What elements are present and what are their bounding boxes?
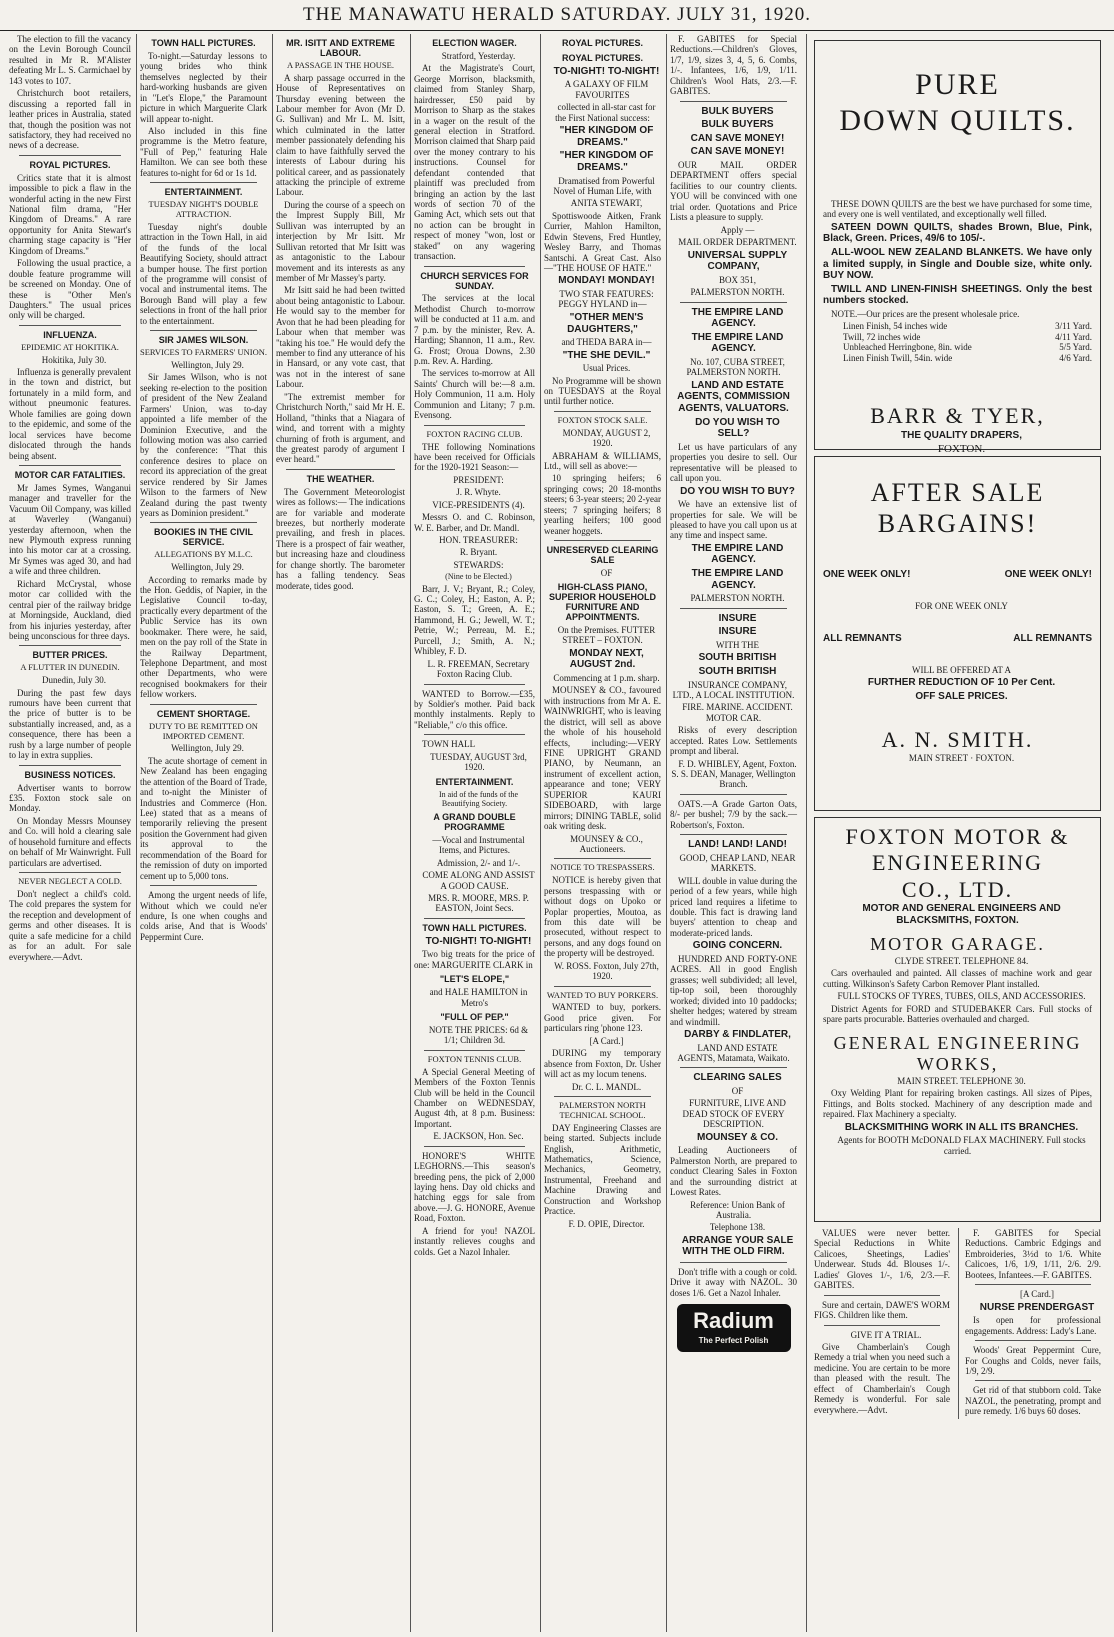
ad-line: Commencing at 1 p.m. sharp.: [553, 672, 660, 683]
nomination-note: (Nine to be Elected.): [445, 572, 512, 582]
ad-line: MOUNSEY & CO.: [697, 1131, 778, 1143]
price-row: [843, 353, 1092, 363]
divider: [286, 469, 395, 470]
article-paragraph: Richard McCrystal, whose motor car collided with the central pier of the railway bridge at Morningside, Auckland, died from his injuries yesterday, after being unconscious for three days.: [9, 578, 131, 641]
ad-line: Don't trifle with a cough or cold. Drive it away with NAZOL. 30 doses 1/6. Get a Nazol Inhaler.: [670, 1267, 797, 1298]
ad-line: Woods' Great Peppermint Cure, For Coughs and Colds, never fails, 1/9, 2/9.: [965, 1345, 1101, 1376]
dateline: Hokitika, July 30.: [41, 354, 107, 365]
article-paragraph: Influenza is generally prevalent in the town and district, but fortunately in a mild form, and without pneumonic features. Whole families are going down to the epidemic, and some of the local services have become dislocated through the hands being absent.: [9, 367, 131, 461]
ad-line: NURSE PRENDERGAST: [979, 1301, 1095, 1313]
ad-line: ARRANGE YOUR SALE WITH THE OLD FIRM.: [681, 1234, 794, 1258]
ad-line: ALL REMNANTS: [1013, 633, 1092, 645]
ad-line: THESE DOWN QUILTS are the best we have purchased for some time, and every one is well ventilated, and exceptionally well filled.: [823, 199, 1092, 220]
article-paragraph: During the past few days rumours have been current that the price of butter is to be substantially increased, and, as a consequence, there has been a rush by a large number of people to lay in extra supplies.: [9, 687, 131, 761]
divider: [424, 734, 525, 735]
article-paragraph: THE following Nominations have been received for Officials for the 1920-1921 Season:—: [414, 441, 535, 473]
ad-line: F. GABITES for Special Reductions.—Children's Gloves, 1/7, 1/9, sizes 3, 4, 5, 6. Combs, 1/-. Infantees, 1/6, 1/9, 1/11. Children's Wool Hats, 2/3.—F. GABITES.: [670, 34, 797, 97]
ad-line: MAIN STREET. TELEPHONE 30.: [897, 1075, 1026, 1086]
price-row: [843, 321, 1092, 331]
signature: F. D. WHIBLEY, Agent, Foxton. S. S. DEAN, Manager, Wellington Branch.: [671, 758, 797, 790]
ad-line: Get rid of that stubborn cold. Take NAZOL, the penetrating, prompt and pure remedy. 1/6 buys 60 doses.: [965, 1385, 1101, 1417]
subheadline: EPIDEMIC AT HOKITIKA.: [21, 341, 119, 352]
ad-foxton-motor: [814, 817, 1101, 1222]
ad-line: ONE WEEK ONLY!: [1004, 569, 1092, 581]
ad-line: PALMERSTON NORTH.: [690, 593, 785, 604]
headline-bookies: BOOKIES IN THE CIVIL SERVICE.: [153, 527, 253, 548]
ad-line: FOR ONE WEEK ONLY: [915, 600, 1008, 611]
ad-line: A Special General Meeting of Members of the Foxton Tennis Club will be held in the Council Chamber on WEDNESDAY, August 4th, at 8 p.m. Business: Important.: [414, 1066, 535, 1129]
headline-never-neglect: NEVER NEGLECT A COLD.: [18, 876, 122, 887]
divider: [554, 1096, 651, 1097]
divider: [680, 1067, 787, 1068]
ad-line: Leading Auctioneers of Palmerston North, are prepared to conduct Clearing Sales in Foxton and the surrounding district at Lowest Rates.: [670, 1145, 797, 1198]
ad-line: and HALE HAMILTON in Metro's: [429, 987, 528, 1008]
dateline: Stratford, Yesterday.: [441, 50, 516, 61]
ad-title: CO., LTD.: [901, 876, 1014, 902]
divider: [19, 645, 121, 646]
signature: MRS. R. MOORE, MRS. P. EASTON, Joint Secs.: [428, 893, 529, 914]
ad-line: Cars overhauled and painted. All classes of machine work and gear cutting. Wilkinson's Safety Carbon Remover Plant installed.: [823, 968, 1092, 989]
ad-line: TWO STAR FEATURES: PEGGY HYLAND in—: [558, 289, 654, 310]
column-2: [136, 34, 270, 1632]
ad-line: FOXTON.: [937, 443, 986, 456]
article-paragraph: Critics state that it is almost impossible to pick a flaw in the wonderful acting in the new First National film drama, "Her Kingdom of Dreams." A rare opportunity for Anita Stewart's charming stage capacity is "Her Kingdom of Dreams.": [9, 172, 131, 256]
ad-line: Usual Prices.: [582, 363, 631, 374]
ad-line: In aid of the funds of the Beautifying Society.: [438, 789, 519, 808]
ad-subtitle: MOTOR GARAGE.: [870, 934, 1045, 955]
divider: [680, 834, 787, 835]
divider: [554, 411, 651, 412]
ad-line: GOOD, CHEAP LAND, NEAR MARKETS.: [679, 852, 796, 874]
ad-heading: HIGH-CLASS PIANO, SUPERIOR HOUSEHOLD FURNITURE AND APPOINTMENTS.: [548, 582, 656, 622]
ad-subtitle: WORKS,: [916, 1054, 999, 1075]
signature: L. R. FREEMAN, Secretary Foxton Racing Club.: [427, 658, 530, 680]
ad-line: CAN SAVE MONEY!: [690, 146, 785, 158]
ad-line: We have an extensive list of properties for sale. We will be pleased to have you call upon us at any time and inspect same.: [670, 499, 797, 541]
nomination: J. R. Whyte.: [456, 487, 501, 498]
ad-advertiser: A. N. SMITH.: [881, 726, 1034, 752]
ad-line: TUESDAY, AUGUST 3rd, 1920.: [430, 751, 527, 773]
ad-line: OFF SALE PRICES.: [915, 691, 1008, 703]
price-value: 4/6 Yard.: [1059, 352, 1092, 363]
headline-election-wager: ELECTION WAGER.: [432, 38, 517, 48]
nomination-heading: PRESIDENT:: [453, 474, 504, 485]
ad-line: THE EMPIRE LAND AGENCY.: [691, 331, 784, 355]
price-item: Twill, 72 inches wide: [843, 331, 921, 342]
divider: [19, 325, 121, 326]
article-paragraph: At the Magistrate's Court, George Morrison, blacksmith, claimed from Stanley Sharp, hairdresser, £50 paid by Morrison to Sharp as the stakes in a wager on the result of the general election in Stratford. Morrison claimed that Sharp paid over the money contrary to his instructions. Counsel for defendant contended that plaintiff was precluded from bringing an action by the last words of section 70 of the Gaming Act, which sets out that no action can be brought in respect of money "won, lost or staked" on any wagering transaction.: [414, 63, 535, 262]
ad-line: Reference: Union Bank of Australia.: [690, 1199, 785, 1220]
price-value: 3/11 Yard.: [1055, 321, 1092, 332]
ad-line: SOUTH BRITISH: [698, 665, 777, 677]
ad-line: MONDAY! MONDAY!: [558, 275, 655, 287]
ad-line: LAND! LAND! LAND!: [688, 839, 787, 851]
ad-title: FOXTON MOTOR &: [845, 824, 1070, 849]
column-5: [540, 34, 664, 1632]
ad-heading: NOTICE TO TRESPASSERS.: [550, 862, 655, 873]
divider: [150, 885, 257, 886]
bottom-ads-left: [814, 1228, 950, 1419]
ad-line: FIRE. MARINE. ACCIDENT. MOTOR CAR.: [682, 702, 793, 723]
price-value: 5/5 Yard.: [1059, 342, 1092, 353]
ad-heading: ENTERTAINMENT.: [435, 776, 514, 787]
ad-title: PURE: [915, 68, 1000, 101]
ad-line: BULK BUYERS: [701, 105, 774, 117]
ad-line: MOTOR AND GENERAL ENGINEERS AND BLACKSMITHS, FOXTON.: [862, 903, 1061, 926]
article-paragraph: The services to-morrow at All Saints' Church will be:—8 a.m. Holy Communion, 11 a.m. Holy Communion and Litany; 7 p.m. Evensong.: [414, 368, 535, 421]
ad-heading: ROYAL PICTURES.: [561, 38, 644, 48]
classified: HONORE'S WHITE LEGHORNS.—This season's breeding pens, the pick of 2,000 laying hens. Day old chicks and hatching eggs for sale from above.—J. G. HONORE, Avenue Road, Foxton.: [414, 1150, 535, 1224]
article-paragraph: The Government Meteorologist wires as follows:— The indications are for variable and moderate breezes, but northerly moderate prevailing, and fresh in places. There is a prospect of fair weather, but increasing haze and cloudiness for change shortly. The barometer has a falling tendency. Seas moderate, tides good.: [276, 486, 405, 591]
dateline: Dunedin, July 30.: [42, 675, 106, 686]
subheadline: A FLUTTER IN DUNEDIN.: [20, 662, 120, 673]
ad-line: SOUTH BRITISH: [698, 652, 777, 664]
ad-line: On the Premises. FUTTER STREET – FOXTON.: [557, 624, 656, 646]
ad-line: "THE SHE DEVIL.": [562, 349, 651, 361]
signature: E. JACKSON, Hon. Sec.: [433, 1131, 524, 1142]
ad-heading: UNRESERVED CLEARING SALE: [546, 545, 659, 565]
dateline: Wellington, July 29.: [171, 743, 244, 754]
ad-line: LAND AND ESTATE AGENTS, Matamata, Waikato.: [677, 1042, 790, 1063]
ad-line: "HER KINGDOM OF DREAMS.": [559, 150, 654, 173]
dateline: Wellington, July 29.: [171, 359, 244, 370]
ad-line: Apply —: [720, 224, 755, 235]
headline-weather: THE WEATHER.: [306, 473, 375, 484]
price-item: Linen Finish, 54 inches wide: [843, 321, 948, 332]
subheadline: SERVICES TO FARMERS' UNION.: [140, 347, 267, 358]
ad-line: TO-NIGHT! TO-NIGHT!: [425, 935, 532, 947]
ad-line: Give Chamberlain's Cough Remedy a trial when you need such a medicine. You are certain to be more than pleased with the result. The effect of Chamberlain's Cough Remedy is wonderful. For sale everywhere.—Advt.: [814, 1341, 950, 1415]
article-paragraph: "The extremist member for Christchurch North," said Mr H. E. Holland, "thinks that a Niagara of wind, and torrent with a mighty churning of froth is argument, and the greatest parody of argument I ever heard.": [276, 391, 405, 465]
ad-after-sale: [814, 456, 1101, 811]
divider: [554, 858, 651, 859]
ad-line: ABRAHAM & WILLIAMS, Ltd., will sell as above:—: [544, 450, 661, 472]
ad-line: collected in all-star cast for the First National success:: [555, 102, 656, 123]
ad-line: DURING my temporary absence from Foxton, Dr. Usher will act as my locum tenens.: [544, 1048, 661, 1080]
divider: [150, 182, 257, 183]
ad-line: No. 107, CUBA STREET, PALMERSTON NORTH.: [686, 356, 785, 378]
divider: [680, 101, 787, 102]
ad-line: ONE WEEK ONLY!: [823, 569, 911, 581]
ad-heading: A GRAND DOUBLE PROGRAMME: [433, 812, 516, 832]
divider: [680, 794, 787, 795]
ad-line: BLACKSMITHING WORK IN ALL ITS BRANCHES.: [844, 1121, 1079, 1133]
divider: [824, 1325, 940, 1326]
divider: [150, 704, 257, 705]
subheadline: DUTY TO BE REMITTED ON IMPORTED CEMENT.: [149, 720, 258, 741]
ad-line: OUR MAIL ORDER DEPARTMENT offers special facilities to our country clients. YOU will be convinced with one trial order. Quotations and Price Lists a pleasure to supply.: [670, 160, 797, 223]
headline-royal-pictures: ROYAL PICTURES.: [29, 159, 111, 170]
ad-heading: TOWN HALL PICTURES.: [422, 922, 527, 933]
divider: [680, 1262, 787, 1263]
divider: [424, 266, 525, 267]
ad-heading: ROYAL PICTURES.: [561, 52, 644, 63]
subheadline: ALLEGATIONS BY M.L.C.: [154, 549, 253, 560]
divider: [680, 608, 787, 609]
ad-heading: WANTED TO BUY PORKERS.: [546, 989, 659, 1000]
ad-line: DO YOU WISH TO BUY?: [680, 485, 795, 497]
ad-line: —Vocal and Instrumental Items, and Pictures.: [432, 834, 525, 856]
divider: [424, 1146, 525, 1147]
ad-line: NOTE THE PRICES: 6d & 1/1; Children 3d.: [428, 1024, 529, 1046]
ad-line: OF: [600, 567, 613, 578]
divider: [824, 1295, 940, 1296]
headline-entertainment: ENTERTAINMENT.: [164, 187, 243, 198]
article-paragraph: Mr James Symes, Wanganui manager and traveller for the Vacuum Oil Company, was killed at Waverley (Wanganui) yesterday afternoon, when the new Plymouth express running into his motor car at a crossing. Mr Symes was aged 30, and had a wife and three children.: [9, 482, 131, 577]
article-paragraph: Among the urgent needs of life, Without which we could ne'er endure, Is one when coughs and colds arise, And that is Woods' Peppermint Cure.: [140, 890, 267, 942]
classified: WANTED to Borrow.—£35, by Soldier's mother. Paid back monthly instalments. Reply to "Reliable," c/o this office.: [414, 688, 535, 730]
ad-title: DOWN QUILTS.: [839, 104, 1076, 137]
ad-line: NOTICE is hereby given that persons trespassing with or without dogs on Upoko or Poplar properties, Moutoa, as from this date will be prosecuted, without respect to persons, and any dogs found on the property will be destroyed.: [544, 875, 661, 959]
ad-line: GIVE IT A TRIAL.: [850, 1329, 922, 1340]
ad-line: BOX 351,: [718, 274, 756, 285]
ad-title: AFTER SALE: [870, 478, 1045, 507]
ad-line: ANITA STEWART,: [570, 198, 643, 209]
article-paragraph: To-night.—Saturday lessons to young brides who think themselves neglected by their hard-working husbands are given in "Let's Elope," the Paramount picture in which Marguerite Clark will appear to-night.: [140, 50, 267, 124]
ad-down-quilts: [814, 40, 1101, 456]
headline-influenza: INFLUENZA.: [43, 329, 97, 340]
divider: [424, 1050, 525, 1051]
ad-line: "OTHER MEN'S DAUGHTERS,": [567, 311, 644, 335]
radium-polish-logo: [677, 1304, 791, 1352]
divider: [975, 1284, 1091, 1285]
price-row: [843, 332, 1092, 342]
divider: [150, 330, 257, 331]
ad-line: LAND AND ESTATE AGENTS, COMMISSION AGENTS, VALUATORS.: [677, 379, 790, 414]
ad-title: ENGINEERING: [871, 850, 1044, 876]
ad-heading: PALMERSTON NORTH TECHNICAL SCHOOL.: [559, 1099, 646, 1120]
ad-line: District Agents for FORD and STUDEBAKER Cars. Full stocks of spare parts procurable. Batteries overhauled and charged.: [823, 1003, 1092, 1025]
ad-title: BARGAINS!: [877, 509, 1038, 539]
ad-line: Two big treats for the price of one: MARGUERITE CLARK in: [414, 949, 535, 970]
headline-isitt: MR. ISITT AND EXTREME LABOUR.: [286, 38, 395, 58]
nomination-heading: STEWARDS:: [453, 559, 504, 570]
ad-line: THE QUALITY DRAPERS,: [901, 429, 1022, 441]
nomination: R. Bryant.: [459, 547, 498, 558]
ad-line: SATEEN DOWN QUILTS, shades Brown, Blue, Pink, Black, Green. Prices, 49/6 to 105/-.: [823, 221, 1092, 245]
ad-line: Dramatised from Powerful Novel of Human Life, with: [553, 175, 655, 196]
price-item: Linen Finish Twill, 54in. wide: [843, 352, 953, 363]
nomination-heading: HON. TREASURER:: [439, 535, 518, 546]
signature: W. ROSS. Foxton, July 27th, 1920.: [554, 960, 659, 982]
ad-line: "HER KINGDOM OF DREAMS.": [559, 125, 654, 148]
price-list: [843, 321, 1092, 363]
headline-racing-club: FOXTON RACING CLUB.: [426, 428, 523, 439]
headline-church-services: CHURCH SERVICES FOR SUNDAY.: [420, 270, 529, 291]
ad-heading: "FULL OF PEP.": [440, 1012, 509, 1022]
ad-line: CLYDE STREET. TELEPHONE 84.: [894, 955, 1029, 966]
column-3: [272, 34, 408, 1632]
column-4: [410, 34, 538, 1632]
article-paragraph: A sharp passage occurred in the House of Representatives on Thursday evening between the Labour member for Avon (Mr D. G. Sullivan) and Mr L. M. Isitt, which culminated in the latter member passionately defending his claim to have faithfully served the interests of Labour during his political career, and as passionately attacking the principle of extreme Labour.: [276, 72, 405, 198]
ad-line: 10 springing heifers; 6 springing cows; 20 18-months steers; 6 3-year steers; 20 2-year steers; 7 springing heifers; 8 yearling heifers; 100 good weaner hoggets.: [544, 473, 661, 536]
headline-motor-fatalities: MOTOR CAR FATALITIES.: [14, 469, 126, 480]
divider: [554, 986, 651, 987]
article-paragraph: Don't neglect a child's cold. The cold prepares the system for the reception and development of germs and other diseases. It is quite a safe medicine for a child as for an adult. For sale everywhere.—Advt.: [9, 888, 131, 962]
ad-line: WITH THE: [715, 639, 760, 650]
divider: [554, 540, 651, 541]
divider: [975, 1340, 1091, 1341]
ad-heading: "LET'S ELOPE,": [439, 974, 510, 985]
ad-line: THE EMPIRE LAND AGENCY.: [691, 568, 784, 591]
ad-line: Sure and certain, DAWE'S WORM FIGS. Children like them.: [814, 1299, 950, 1321]
article-paragraph: On Monday Messrs Mounsey and Co. will hold a clearing sale of household furniture and effects on behalf of Mr Wainwright. Full particulars are advertised.: [9, 815, 131, 868]
ad-line: DO YOU WISH TO SELL?: [695, 416, 780, 440]
nomination-heading: VICE-PRESIDENTS (4).: [432, 499, 525, 510]
ad-line: Let us have particulars of any properties you desire to sell. Our representative will be pleased to call upon you.: [670, 441, 797, 484]
ad-line: ALL REMNANTS: [823, 633, 902, 645]
nomination: Messrs O. and C. Robinson, W. E. Barber, and Dr. Mandl.: [414, 512, 535, 533]
divider: [424, 918, 525, 919]
ad-line: MONDAY NEXT, AUGUST 2nd.: [569, 647, 644, 671]
radium-wordmark: Radium: [693, 1308, 774, 1334]
ad-subtitle: GENERAL ENGINEERING: [833, 1032, 1082, 1053]
article-paragraph: Mr Isitt said he had been twitted about being antagonistic to Labour. He would say to the member for Avon that he had been pleading for Labour when that member was "taking his toe." He would defy the member to find any utterance of his in Hansard, or any vote cast, that was not in the interest of sane Labour.: [276, 285, 405, 390]
ad-line: No Programme will be shown on TUESDAYS at the Royal until further notice.: [544, 375, 661, 407]
article-paragraph: Following the usual practice, a double feature programme will be screened on Monday. One of these is "Other Men's Daughters." The usual prices only will be charged.: [9, 258, 131, 321]
ad-line: MAIL ORDER DEPARTMENT.: [678, 237, 797, 248]
divider: [150, 522, 257, 523]
subheadline: TUESDAY NIGHT'S DOUBLE ATTRACTION.: [148, 199, 259, 219]
ad-row: [823, 633, 1092, 645]
ad-line: TO-NIGHT! TO-NIGHT!: [553, 65, 660, 77]
divider: [424, 684, 525, 685]
ad-line: FURNITURE, LIVE AND DEAD STOCK OF EVERY DESCRIPTION.: [682, 1098, 786, 1130]
price-row: [843, 342, 1092, 352]
bottom-ads: [814, 1228, 1101, 1419]
ad-line: MAIN STREET · FOXTON.: [908, 753, 1015, 764]
ad-line: THE EMPIRE LAND AGENCY.: [691, 306, 784, 330]
column-7: [806, 34, 1108, 1632]
ad-line: OATS.—A Grade Garton Oats, 8/- per bushel; 7/9 by the sack.—Robertson's, Foxton.: [670, 798, 797, 830]
subheadline: A PASSAGE IN THE HOUSE.: [287, 59, 394, 70]
ad-line: OF: [731, 1086, 744, 1096]
ad-line: FULL STOCKS OF TYRES, TUBES, OILS, AND ACCESSORIES.: [837, 991, 1086, 1002]
ad-heading: FOXTON STOCK SALE.: [557, 414, 648, 425]
article-paragraph: The services at the local Methodist Church to-morrow will be conducted at 11 a.m. and 7 p.m. by the minister, Rev. A. Harding; Shannon, 11 a.m., Rev. G. Frost; Oroua Downs, 2.30 p.m. Rev. A. Harding.: [414, 293, 535, 367]
dateline: Wellington, July 29.: [171, 562, 244, 573]
ad-line: [A Card.]: [589, 1035, 624, 1046]
ad-line: and THEDA BARA in—: [561, 337, 652, 348]
ad-line: Admission, 2/- and 1/-.: [436, 857, 521, 868]
ad-line: INSURANCE COMPANY, LTD., A LOCAL INSTITUTION.: [672, 679, 795, 700]
headline-butter-prices: BUTTER PRICES.: [32, 650, 108, 661]
ad-line: NOTE.—Our prices are the present wholesale price.: [831, 309, 1020, 320]
ad-heading: FOXTON TENNIS CLUB.: [427, 1053, 522, 1064]
article-paragraph: Christchurch boot retailers, discussing a reported fall in leather prices in Australia, stated that, though the position was not satisfactory, they had received no news of a decrease.: [9, 88, 131, 151]
ad-line: TWILL AND LINEN-FINISH SHEETINGS. Only the best numbers stocked.: [823, 283, 1092, 307]
ad-line: UNIVERSAL SUPPLY COMPANY,: [687, 249, 788, 273]
ad-row: [823, 569, 1092, 581]
ad-line: PALMERSTON NORTH.: [690, 287, 785, 298]
nomination: Barr, J. V.; Bryant, R.; Coley, G. C.; Coley, H.; Easton, A. P.; Easton, S. T.; Green, A. E.; Hammond, H. G.; Jewell, W. T.; Petrie, W.; Perreau, M. E.; Purcell, J.; Smith, A. N.; Whibley, F. D.: [414, 583, 535, 657]
ad-line: DAY Engineering Classes are being started. Subjects include English, Arithmetic, Mathematics, Science, Mechanics, Geometry, Instrumental, Freehand and Machine Drawing and Construction and Workshop Practice.: [544, 1122, 661, 1217]
ad-line: Telephone 138.: [709, 1222, 766, 1233]
ad-line: WILL BE OFFERED AT A: [911, 665, 1011, 675]
column-1: [6, 34, 134, 1632]
article-paragraph: During the course of a speech on the Imprest Supply Bill, Mr Sullivan was interrupted by an interjection by Mr Isitt. Mr Sullivan retorted that Mr Isitt was as antagonistic to the Labour movement and its interests as any member of Mr Massey's party.: [276, 199, 405, 283]
divider: [19, 155, 121, 156]
ad-line: VALUES were never better. Special Reductions in White Calicoes, Sheetings, Ladies' Underwear. Studs 4d. Blouses 1/-. Ladies' Gloves 1/-, 1/6, 2/3.—F. GABITES.: [814, 1228, 950, 1291]
column-6: [666, 34, 800, 1632]
ad-line: BULK BUYERS: [701, 119, 774, 131]
signature: Dr. C. L. MANDL.: [571, 1081, 642, 1092]
ad-line: CLEARING SALES: [693, 1072, 782, 1084]
ad-line: MOUNSEY & CO., favoured with instructions from Mr A. E. WAINWRIGHT, who is leaving the district, will sell as above the whole of his household effects, including:—VERY FINE UPRIGHT GRAND PIANO, by Neumann, an instrument of excellent action, appearance and tone; VERY SUPERIOR KAURI SIDEBOARD, with large mirrors; DINING TABLE, solid oak writing desk.: [544, 685, 661, 832]
signature: F. D. OPIE, Director.: [568, 1218, 645, 1229]
ad-line: DARBY & FINDLATER,: [684, 1028, 791, 1040]
divider: [424, 425, 525, 426]
divider: [19, 765, 121, 766]
ad-line: Risks of every description accepted. Rates Low. Settlements prompt and liberal.: [670, 725, 797, 757]
divider: [19, 872, 121, 873]
ad-line: Spottiswoode Aitken, Frank Currier, Mahlon Hamilton, Edwin Stevens, Fred Huntley, Wesley Barry, and Thomas Santschi. A Great Cast. Also—"THE HOUSE OF HATE.": [544, 210, 661, 273]
ad-line: HUNDRED AND FORTY-ONE ACRES. All in good English grasses; well subdivided; all level, tip-top soil, been thoroughly worked; divided into 10 paddocks; shelter hedges; watered by stream and windmill.: [670, 953, 797, 1027]
headline-business-notices: BUSINESS NOTICES.: [24, 769, 116, 780]
classified: A friend for you! NAZOL instantly relieves coughs and colds. Get a Nazol Inhaler.: [414, 1225, 535, 1257]
divider: [975, 1380, 1091, 1381]
ad-line: WANTED to buy, porkers. Good price given. For particulars ring 'phone 123.: [544, 1002, 661, 1034]
price-value: 4/11 Yard.: [1055, 331, 1092, 342]
radium-tagline: The Perfect Polish: [698, 1336, 769, 1346]
ad-line: MONDAY, AUGUST 2, 1920.: [562, 427, 651, 449]
ad-line: WILL double in value during the period of a few years, while high priced land requires a lifetime to double. This fact is drawing land buyers' attention to cheap and moderate-priced lands.: [670, 875, 797, 938]
article-paragraph: Also included in this fine programme is the Metro feature, "Full of Pep," featuring Hale Hamilton. We can see both these features to-night for 6d or 1s 1d.: [140, 125, 267, 178]
divider: [680, 302, 787, 303]
article-paragraph: Sir James Wilson, who is not seeking re-election to the position of president of the New Zealand Farmers' Union, was to-day appointed a life member of the Dominion Executive, and the following motion was also carried by the conference: "That this conference desires to place on record its appreciation of the great service rendered by Sir James Wilson to the farmers of New Zealand during the past twenty years as Dominion president.": [140, 372, 267, 518]
ad-line: TOWN HALL: [422, 739, 476, 750]
ad-line: ALL-WOOL NEW ZEALAND BLANKETS. We have only a limited supply, in Single and Double size, white only. BUY NOW.: [823, 247, 1092, 282]
headline-cement-shortage: CEMENT SHORTAGE.: [156, 708, 251, 719]
headline-town-hall-pictures: TOWN HALL PICTURES.: [151, 38, 256, 48]
ad-advertiser: BARR & TYER,: [870, 403, 1045, 429]
divider: [19, 465, 121, 466]
masthead: THE MANAWATU HERALD SATURDAY. JULY 31, 1920.: [0, 0, 1114, 31]
ad-line: F. GABITES for Special Reductions. Cambric Edgings and Embroideries, 3½d to 1/6. White Calicoes, 1/6, 1/9, 1/11, 2/6. 2/9. Bootees, Infantees.—F. GABITES.: [965, 1228, 1101, 1280]
article-paragraph: Advertiser wants to borrow £35. Foxton stock sale on Monday.: [9, 782, 131, 814]
signature: MOUNSEY & CO., Auctioneers.: [570, 833, 643, 854]
ad-line: THE EMPIRE LAND AGENCY.: [691, 542, 784, 566]
ad-line: CAN SAVE MONEY!: [690, 132, 785, 144]
ad-line: INSURE: [718, 612, 757, 624]
price-item: Unbleached Herringbone, 8in. wide: [843, 342, 972, 353]
article-paragraph: The acute shortage of cement in New Zealand has been engaging the attention of the Board of Trade, and to-night the Minister of Industries and Commerce (Hon. Lee) stated that as a means of temporarily relieving the present position the Government had given its approval to the recommendation of the Board for the remission of duty on imported cement up to 5,000 tons.: [140, 755, 267, 881]
bottom-ads-right: [958, 1228, 1101, 1419]
ad-line: GOING CONCERN.: [692, 940, 783, 952]
article-paragraph: According to remarks made by the Hon. Geddis, of Napier, in the Legislative Council to-day, practically every department of the Public Service has its own bookmaker. There were, he said, men on the pay roll of the State in the Railway Department, Telephone Department, and most other Departments, who were recognised bookmakers for their fellow workers.: [140, 574, 267, 700]
article-paragraph: Tuesday night's double attraction in the Town Hall, in aid of the funds of the local Beautifying Society, should attract a bumper house. The first portion of the programme will consist of vocal and instrumental items. The Borough Band will play a few selections in front of the hall prior to the entertainment.: [140, 221, 267, 326]
headline-sir-james-wilson: SIR JAMES WILSON.: [158, 335, 249, 346]
ad-line: INSURE: [718, 626, 757, 638]
ad-line: COME ALONG AND ASSIST A GOOD CAUSE.: [422, 870, 535, 891]
ad-line: [A Card.]: [1020, 1289, 1054, 1300]
ad-line: Is open for professional engagements. Address: Lady's Lane.: [965, 1315, 1101, 1336]
article-paragraph: The election to fill the vacancy on the Levin Borough Council resulted in Mr R. M'Alister defeating Mr L. S. Carmichael by 143 votes to 107.: [9, 34, 131, 86]
ad-line: Agents for BOOTH McDONALD FLAX MACHINERY. Full stocks carried.: [837, 1135, 1086, 1156]
ad-line: FURTHER REDUCTION OF 10 Per Cent.: [867, 677, 1056, 689]
ad-line: Oxy Welding Plant for repairing broken castings. All sizes of Pipes, Fittings, and Bolts stocked. Machinery of any description made and repaired. Flax Machinery a specialty.: [823, 1088, 1092, 1120]
ad-line: A GALAXY OF FILM FAVOURITES: [564, 79, 649, 100]
